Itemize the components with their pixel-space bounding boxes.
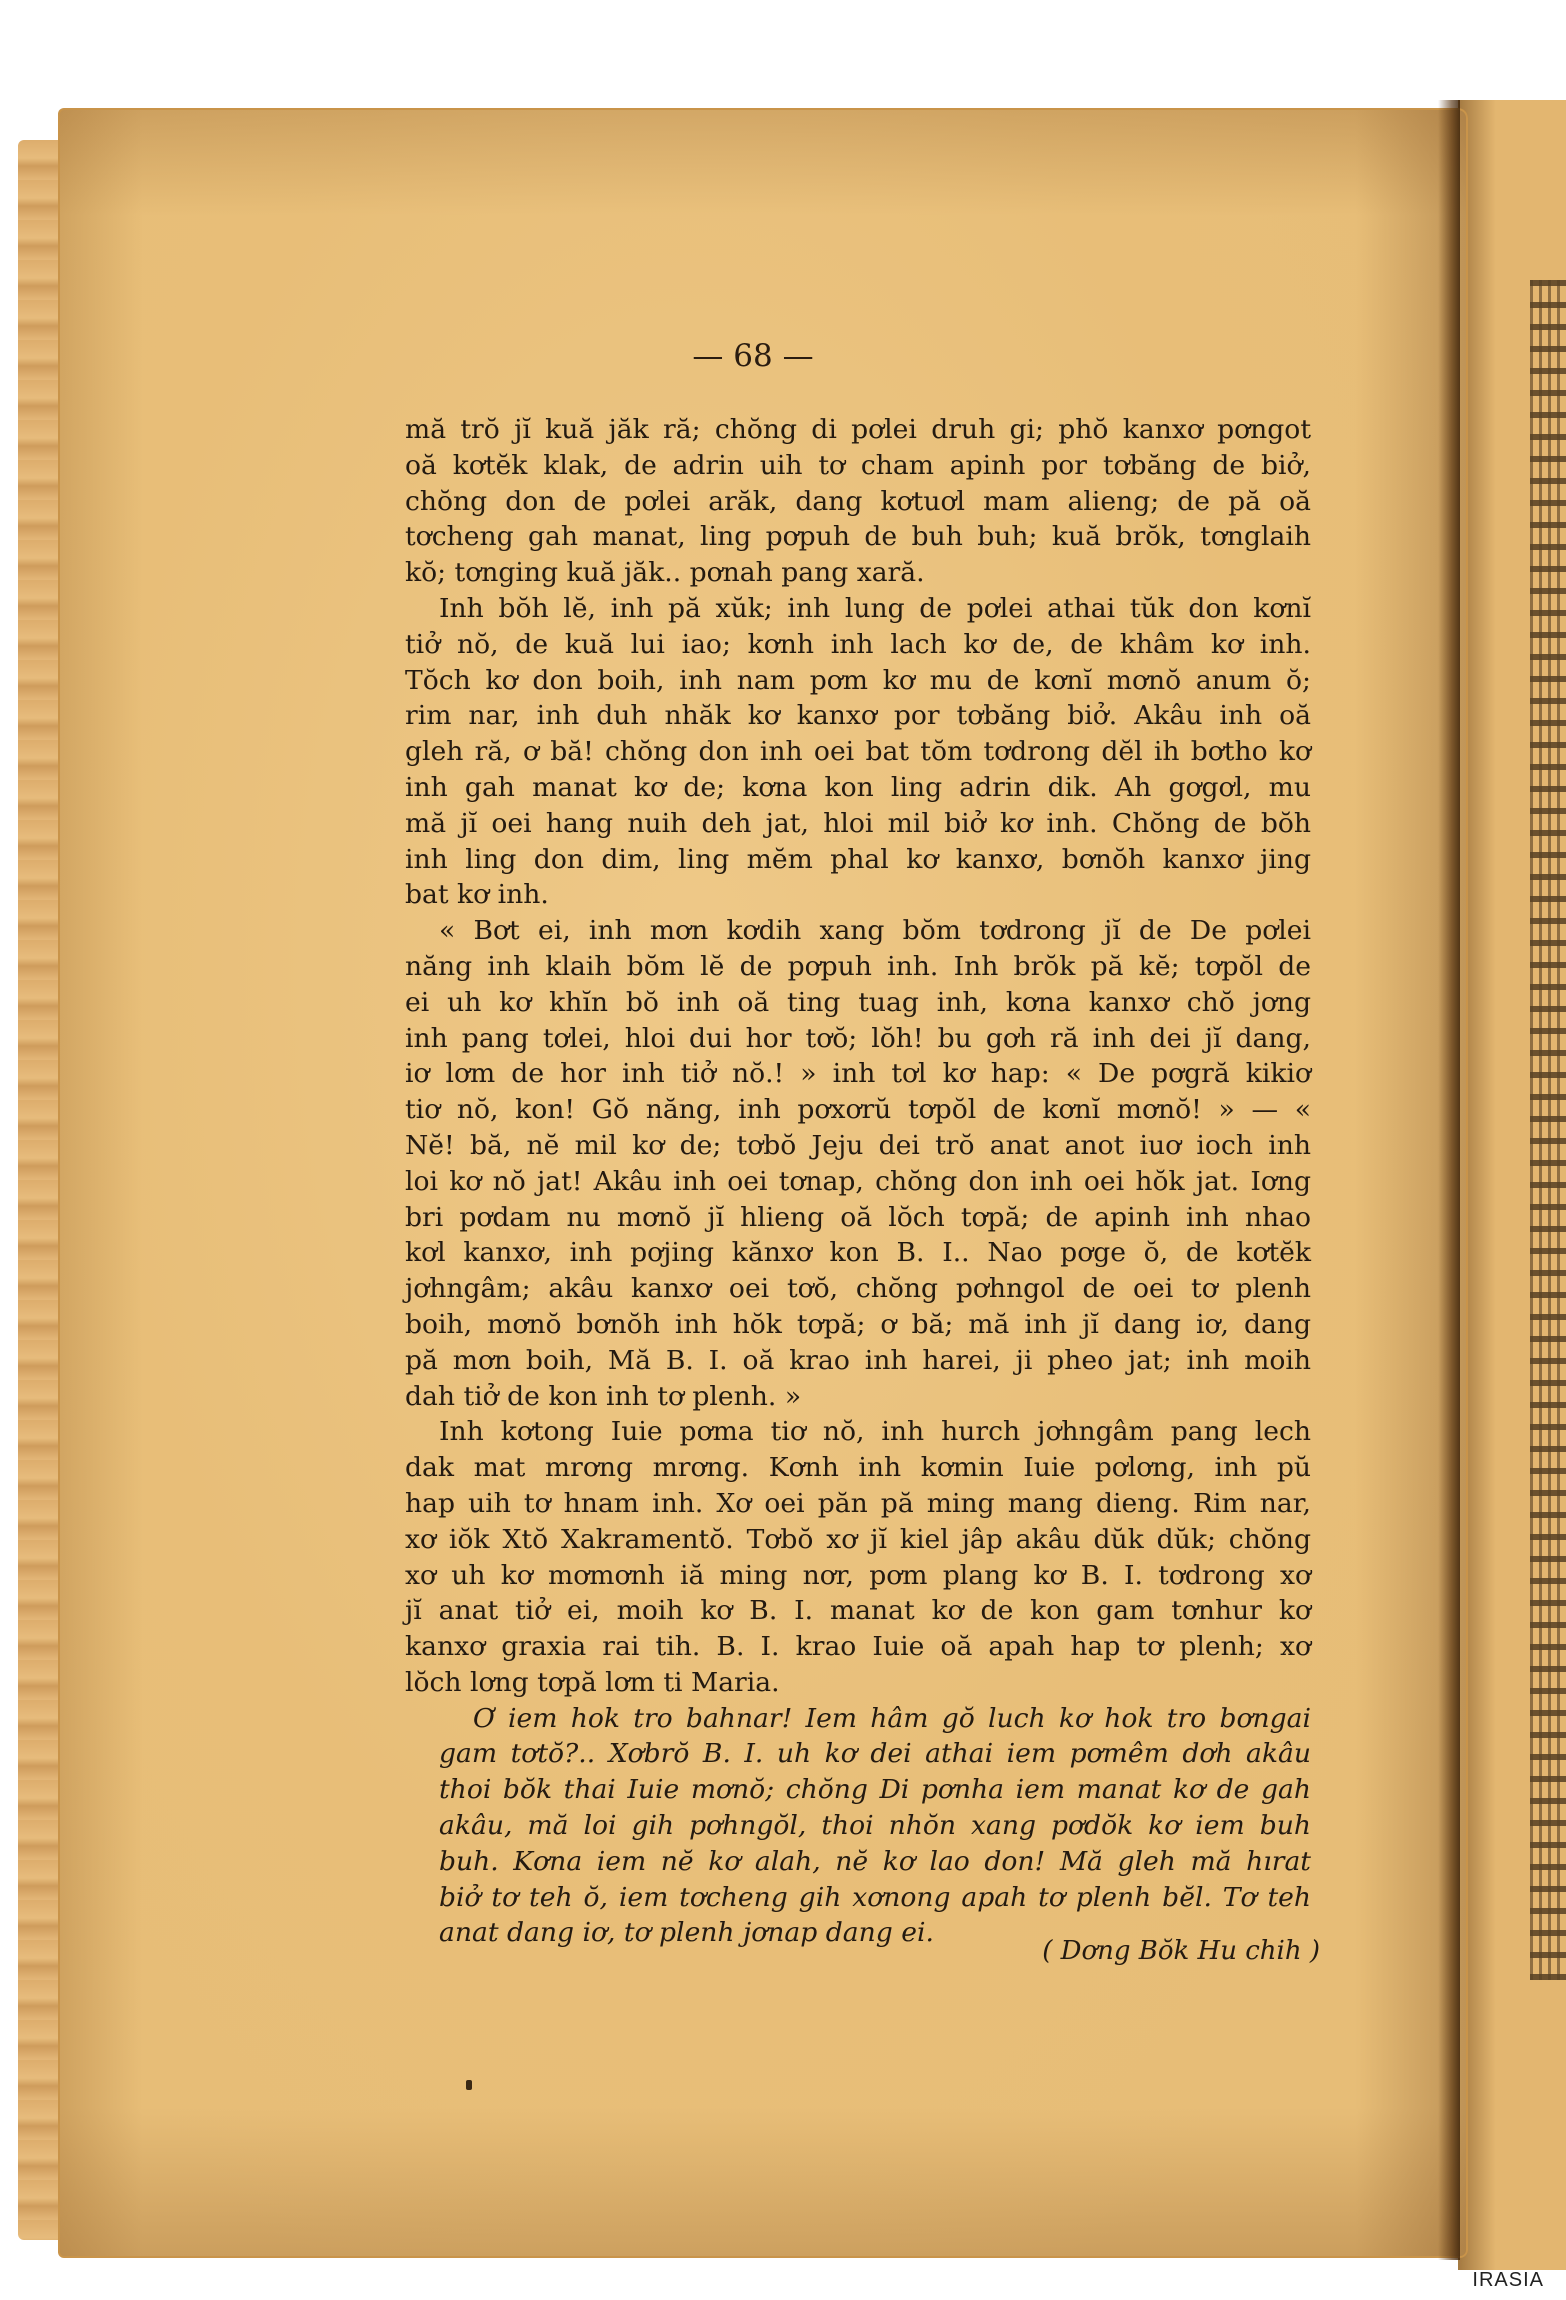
paragraph: [405, 591, 1311, 913]
text-line: anat dang iơ, tơ plenh jơnap dang ei.: [439, 1917, 934, 1949]
text-line: mă trŏ jĭ kuă jăk ră; chŏng di pơlei druh gi; phŏ kanxơ pơngot: [405, 414, 1311, 445]
text-line: hap uih tơ hnam inh. Xơ oei păn pă ming mang dieng. Rim nar,: [405, 1487, 1311, 1519]
page-number: — 68 —: [692, 338, 814, 374]
text-line: loi kơ nŏ jat! Akâu inh oei tơnap, chŏng don inh oei hŏk jat. Iơng: [405, 1165, 1311, 1197]
text-line: buh. Kơna iem nĕ kơ alah, nĕ kơ lao don! Mă gleh mă hırat: [439, 1845, 1311, 1877]
text-line: tơcheng gah manat, ling pơpuh de buh buh; kuă brŏk, tơnglaih: [405, 521, 1311, 553]
text-line: xơ iŏk Xtŏ Xakramentŏ. Tơbŏ xơ jĭ kiel jâp akâu dŭk dŭk; chŏng: [405, 1523, 1311, 1555]
text-line: kanxơ graxia rai tih. B. I. krao Iuie oă apah hap tơ plenh; xơ: [405, 1631, 1311, 1663]
paragraph: [405, 412, 1311, 591]
paragraph: [405, 913, 1311, 1414]
text-line: Ơ iem hok tro bahnar! Iem hâm gŏ luch kơ hok tro bơngai: [473, 1702, 1311, 1734]
paragraph: [405, 1701, 1311, 1952]
ink-fleck: [466, 2080, 472, 2090]
watermark-label: IRASIA: [1472, 2269, 1544, 2291]
floral-border-ornament: [1530, 280, 1566, 1980]
text-line: inh gah manat kơ de; kơna kon ling adrin dik. Ah gơgơl, mu: [405, 771, 1311, 803]
text-line: rim nar, inh duh nhăk kơ kanxơ por tơbăng biở. Akâu inh oă: [405, 700, 1311, 732]
text-line: thoi bŏk thai Iuie mơnŏ; chŏng Di pơnha iem manat kơ de gah: [439, 1774, 1311, 1806]
text-line: iơ lơm de hor inh tiở nŏ.! » inh tơl kơ hap: « De pơgră kikiơ: [405, 1058, 1311, 1090]
text-line: bri pơdam nu mơnŏ jĭ hlieng oă lŏch tơpă; de apinh inh nhao: [405, 1201, 1311, 1233]
text-line: dah tiở de kon inh tơ plenh. »: [405, 1380, 802, 1412]
text-line: jĭ anat tiở ei, moih kơ B. I. manat kơ de kon gam tơnhur kơ: [405, 1595, 1311, 1627]
text-line: mă jĭ oei hang nuih deh jat, hloi mil biở kơ inh. Chŏng de bŏh: [405, 807, 1311, 839]
text-line: ei uh kơ khĭn bŏ inh oă ting tuag inh, kơna kanxơ chŏ jơng: [405, 986, 1311, 1018]
text-line: Inh bŏh lĕ, inh pă xŭk; inh lung de pơlei athai tŭk don kơnĭ: [439, 592, 1311, 624]
text-line: bat kơ inh.: [405, 879, 549, 911]
text-line: Inh kơtong Iuie pơma tiơ nŏ, inh hurch jơhngâm pang lech: [439, 1416, 1311, 1448]
text-line: dak mat mrơng mrơng. Kơnh inh kơmin Iuie pơlơng, inh pŭ: [405, 1452, 1311, 1484]
text-line: « Bơt ei, inh mơn kơdih xang bŏm tơdrong jĭ de De pơlei: [439, 915, 1311, 947]
text-line: jơhngâm; akâu kanxơ oei tơŏ, chŏng pơhngol de oei tơ plenh: [405, 1273, 1311, 1305]
body-text: [405, 412, 1311, 1951]
text-line: biở tơ teh ŏ, iem tơcheng gih xơnong apah tơ plenh bĕl. Tơ teh: [439, 1881, 1311, 1913]
text-line: kơl kanxơ, inh pơjing kănxơ kon B. I.. Nao pơge ŏ, de kơtĕk: [405, 1237, 1311, 1269]
text-line: xơ uh kơ mơmơnh iă ming nơr, pơm plang kơ B. I. tơdrong xơ: [405, 1559, 1311, 1591]
text-line: gam tơtŏ?.. Xơbrŏ B. I. uh kơ dei athai iem pơmêm dơh akâu: [439, 1738, 1311, 1770]
text-line: inh pang tơlei, hloi dui hor tơŏ; lŏh! bu gơh ră inh dei jĭ dang,: [405, 1022, 1311, 1054]
text-line: akâu, mă loi gih pơhngŏl, thoi nhŏn xang pơdŏk kơ iem buh: [439, 1810, 1311, 1842]
text-line: lŏch lơng tơpă lơm ti Maria.: [405, 1666, 780, 1698]
text-line: kŏ; tơnging kuă jăk.. pơnah pang xară.: [405, 557, 925, 589]
text-line: inh ling don dim, ling mĕm phal kơ kanxơ, bơnŏh kanxơ jing: [405, 843, 1311, 875]
paragraph: [405, 1414, 1311, 1700]
text-line: năng inh klaih bŏm lĕ de pơpuh inh. Inh brŏk pă kĕ; tơpŏl de: [405, 950, 1311, 982]
text-line: oă kơtĕk klak, de adrin uih tơ cham apinh por tơbăng de biở,: [405, 449, 1311, 481]
author-signature: ( Dơng Bŏk Hu chih ): [1042, 1936, 1320, 1966]
text-line: Tŏch kơ don boih, inh nam pơm kơ mu de kơnĭ mơnŏ anum ŏ;: [405, 664, 1311, 696]
text-line: boih, mơnŏ bơnŏh inh hŏk tơpă; ơ bă; mă inh jĭ dang iơ, dang: [405, 1308, 1311, 1340]
text-line: gleh ră, ơ bă! chŏng don inh oei bat tŏm tơdrong dĕl ih bơtho kơ: [405, 736, 1311, 768]
text-line: pă mơn boih, Mă B. I. oă krao inh harei, ji pheo jat; inh moih: [405, 1344, 1311, 1376]
book-gutter: [1438, 100, 1460, 2260]
text-line: tiở nŏ, de kuă lui iao; kơnh inh lach kơ de, de khâm kơ inh.: [405, 628, 1311, 660]
text-line: tiơ nŏ, kon! Gŏ năng, inh pơxơrŭ tơpŏl de kơnĭ mơnŏ! » — «: [405, 1094, 1311, 1126]
text-line: chŏng don de pơlei arăk, dang kơtuơl mam alieng; de pă oă: [405, 485, 1311, 517]
text-line: Nĕ! bă, nĕ mil kơ de; tơbŏ Jeju dei trŏ anat anot iuơ ioch inh: [405, 1129, 1311, 1161]
